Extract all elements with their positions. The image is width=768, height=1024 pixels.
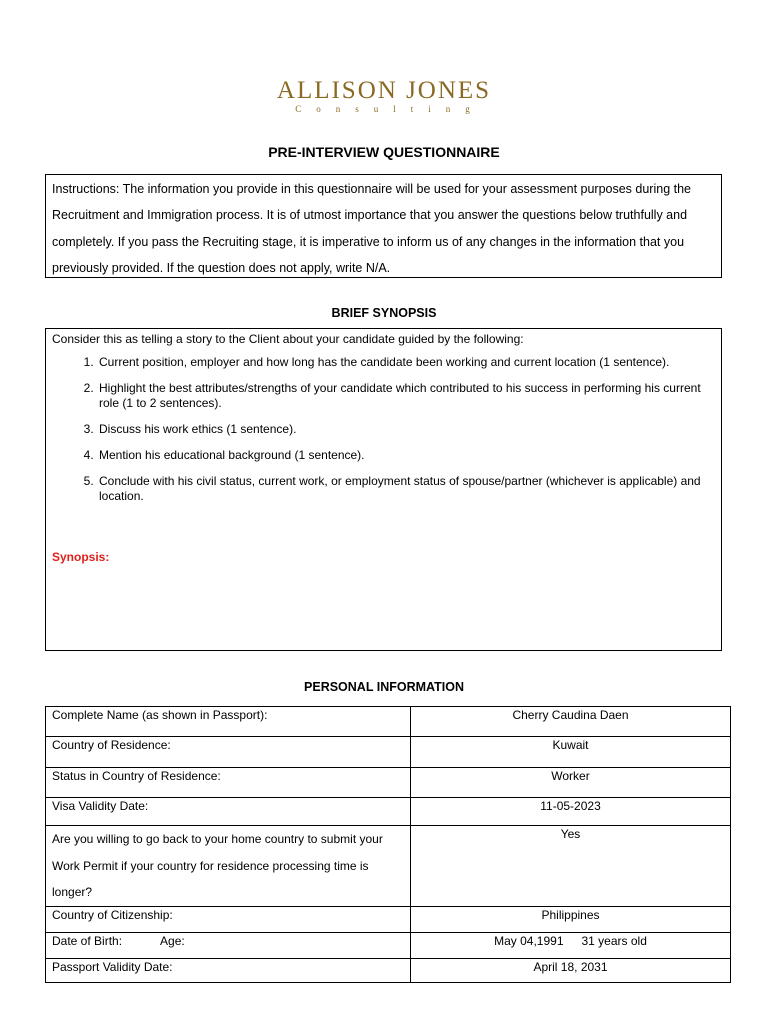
row-question: Country of Citizenship:	[46, 906, 411, 932]
table-row	[46, 798, 731, 826]
row-answer-dob	[411, 932, 731, 958]
age-value: 31 years old	[581, 933, 647, 948]
table-row	[46, 826, 731, 907]
page-title: PRE-INTERVIEW QUESTIONNAIRE	[268, 144, 500, 160]
table-row	[46, 768, 731, 798]
row-question: Status in Country of Residence:	[46, 768, 411, 798]
row-question-dob	[46, 932, 411, 958]
personal-info-heading: PERSONAL INFORMATION	[304, 680, 464, 694]
row-answer: Philippines	[411, 906, 731, 932]
guideline-item: 1. Current position, employer and how long has the candidate been working and current location (1 sentence).	[97, 355, 715, 370]
row-question: Country of Residence:	[46, 737, 411, 768]
synopsis-label: Synopsis:	[52, 550, 110, 564]
guideline-item: 3. Discuss his work ethics (1 sentence).	[97, 422, 715, 437]
row-question: Complete Name (as shown in Passport):	[46, 707, 411, 737]
company-logo	[0, 78, 768, 114]
personal-info-table	[45, 706, 731, 983]
table-row	[46, 958, 731, 982]
logo-subtitle: Consulting	[295, 104, 485, 114]
table-row	[46, 707, 731, 737]
row-answer: April 18, 2031	[411, 958, 731, 982]
logo-title: ALLISON JONES	[276, 77, 492, 104]
table-row	[46, 932, 731, 958]
row-answer: Worker	[411, 768, 731, 798]
row-question: Visa Validity Date:	[46, 798, 411, 826]
guideline-item: 4. Mention his educational background (1 sentence).	[97, 448, 715, 463]
row-answer: Yes	[411, 826, 731, 907]
table-row	[46, 906, 731, 932]
synopsis-heading: BRIEF SYNOPSIS	[331, 306, 437, 320]
row-answer: Cherry Caudina Daen	[411, 707, 731, 737]
table-row	[46, 737, 731, 768]
synopsis-guidelines	[52, 355, 715, 504]
synopsis-intro: Consider this as telling a story to the Client about your candidate guided by the following:	[52, 332, 524, 346]
row-question: Passport Validity Date:	[46, 958, 411, 982]
guideline-item: 5. Conclude with his civil status, current work, or employment status of spouse/partner (whichever is applicable) and location.	[97, 474, 715, 504]
instructions-box: Instructions: The information you provide in this questionnaire will be used for your assessment purposes during the Recruitment and Immigration process. It is of utmost importance that you answer the questions below truthfully and completely. If you pass the Recruiting stage, it is imperative to inform us of any changes in the information that you previously provided. If the question does not apply, write N/A.	[45, 174, 722, 278]
dob-label: Date of Birth:	[52, 933, 123, 948]
synopsis-box	[45, 328, 722, 651]
guideline-item: 2. Highlight the best attributes/strengths of your candidate which contributed to his success in performing his current role (1 to 2 sentences).	[97, 381, 715, 411]
age-label: Age:	[160, 933, 185, 948]
row-answer: 11-05-2023	[411, 798, 731, 826]
row-question: Are you willing to go back to your home country to submit your Work Permit if your country for residence processing time is longer?	[46, 826, 411, 907]
dob-value: May 04,1991	[494, 933, 564, 948]
row-answer: Kuwait	[411, 737, 731, 768]
